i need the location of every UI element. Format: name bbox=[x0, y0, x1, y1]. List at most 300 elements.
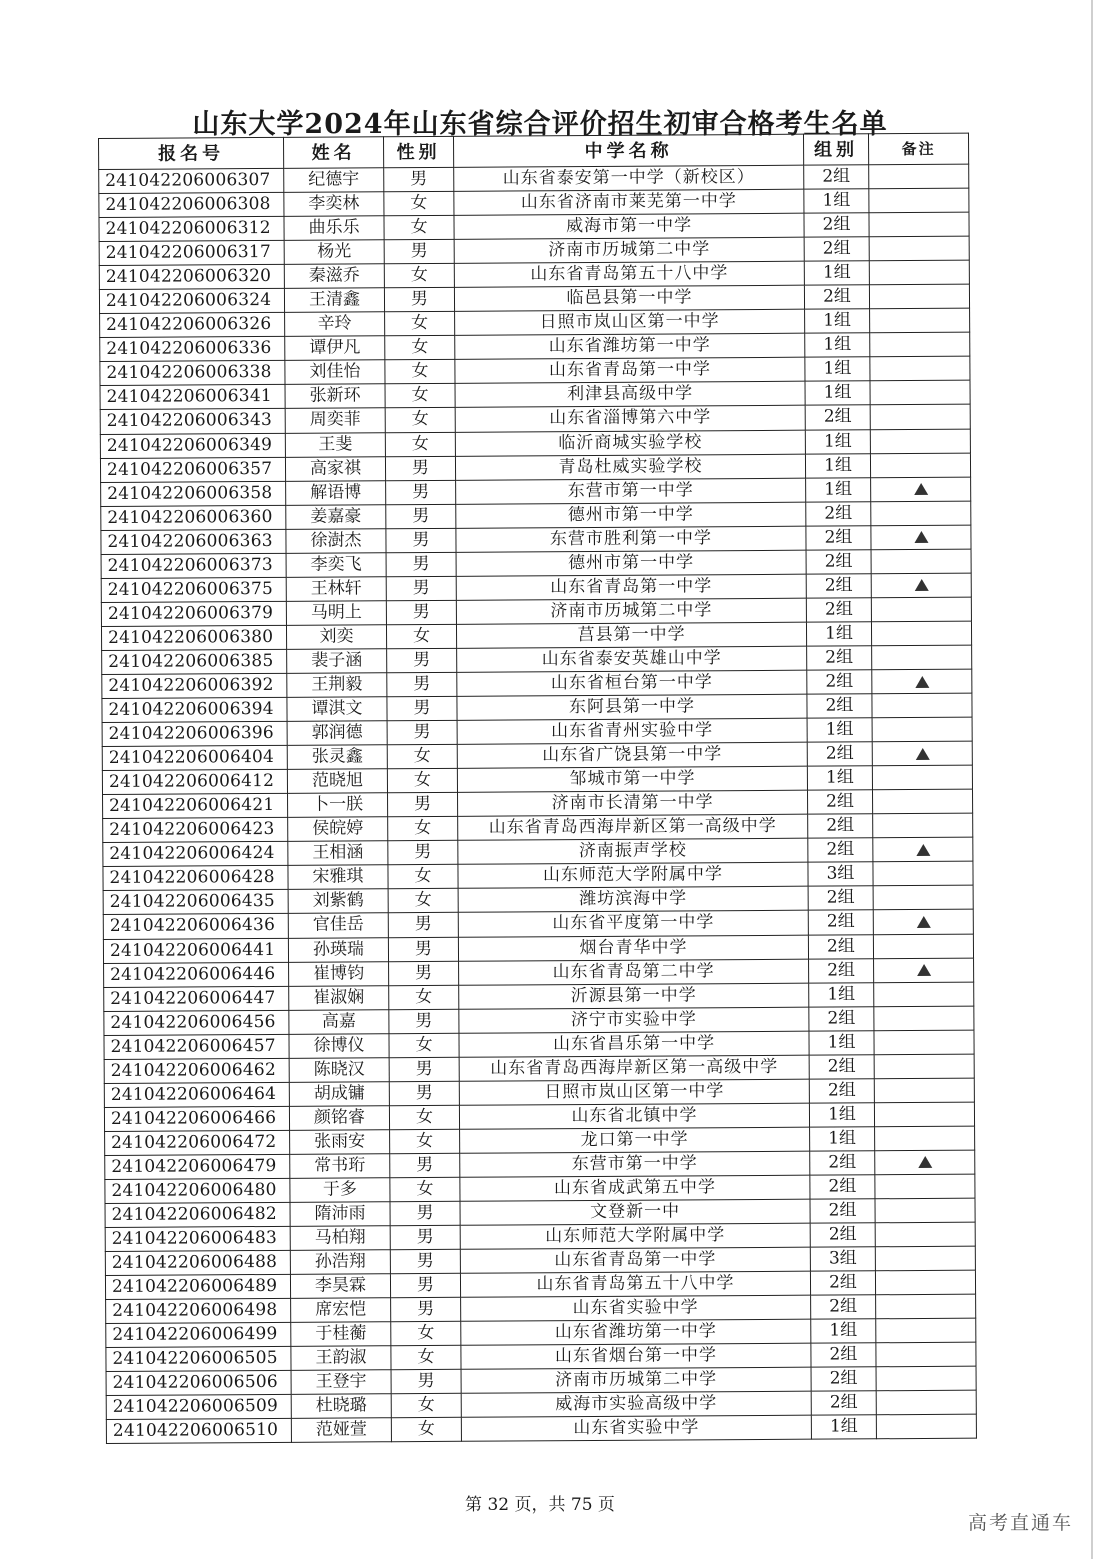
cell-school: 日照市岚山区第一中学 bbox=[455, 309, 805, 335]
cell-id: 241042206006423 bbox=[103, 818, 288, 843]
cell-note bbox=[870, 357, 970, 382]
header-note: 备注 bbox=[868, 133, 968, 165]
cell-name: 官佳岳 bbox=[288, 913, 388, 938]
cell-id: 241042206006447 bbox=[104, 986, 289, 1011]
cell-name: 王相涵 bbox=[288, 841, 388, 866]
cell-id: 241042206006428 bbox=[103, 866, 288, 891]
cell-group: 2组 bbox=[807, 646, 872, 670]
cell-name: 高嘉 bbox=[289, 1009, 389, 1034]
cell-name: 范娅萱 bbox=[291, 1418, 391, 1443]
header-name: 姓名 bbox=[283, 137, 383, 169]
cell-gender: 男 bbox=[387, 648, 457, 672]
cell-school: 德州市第一中学 bbox=[456, 502, 806, 528]
cell-id: 241042206006373 bbox=[101, 553, 286, 578]
cell-school: 潍坊滨海中学 bbox=[458, 887, 808, 913]
cell-id: 241042206006357 bbox=[100, 457, 285, 482]
cell-note bbox=[875, 1222, 975, 1247]
cell-school: 东营市第一中学 bbox=[456, 478, 806, 504]
cell-name: 隋沛雨 bbox=[290, 1202, 390, 1227]
cell-note bbox=[871, 525, 971, 550]
cell-school: 山东省泰安第一中学（新校区） bbox=[454, 165, 804, 191]
cell-id: 241042206006489 bbox=[105, 1275, 290, 1300]
cell-gender: 女 bbox=[384, 264, 454, 288]
cell-id: 241042206006472 bbox=[105, 1130, 290, 1155]
cell-id: 241042206006499 bbox=[106, 1323, 291, 1348]
triangle-mark-icon bbox=[918, 1156, 932, 1168]
cell-group: 1组 bbox=[810, 1127, 875, 1151]
cell-gender: 女 bbox=[385, 432, 455, 456]
cell-gender: 男 bbox=[387, 696, 457, 720]
cell-name: 卜一朕 bbox=[288, 793, 388, 818]
cell-group: 1组 bbox=[805, 333, 870, 357]
cell-gender: 女 bbox=[391, 1346, 461, 1370]
cell-group: 2组 bbox=[810, 1151, 875, 1175]
cell-group: 2组 bbox=[807, 790, 872, 814]
cell-group: 2组 bbox=[810, 1175, 875, 1199]
cell-note bbox=[871, 477, 971, 502]
cell-note bbox=[873, 862, 973, 887]
cell-school: 山东省青岛第一中学 bbox=[460, 1247, 810, 1273]
cell-id: 241042206006317 bbox=[99, 241, 284, 266]
cell-id: 241042206006482 bbox=[105, 1202, 290, 1227]
cell-gender: 男 bbox=[390, 1201, 460, 1225]
cell-note bbox=[873, 886, 973, 911]
cell-group: 2组 bbox=[808, 886, 873, 910]
cell-name: 解语博 bbox=[286, 480, 386, 505]
cell-gender: 女 bbox=[384, 215, 454, 239]
cell-id: 241042206006479 bbox=[105, 1154, 290, 1179]
cell-group: 2组 bbox=[811, 1343, 876, 1367]
cell-school: 山东省实验中学 bbox=[461, 1416, 811, 1442]
cell-school: 威海市实验高级中学 bbox=[461, 1392, 811, 1418]
cell-school: 利津县高级中学 bbox=[455, 382, 805, 408]
cell-gender: 男 bbox=[391, 1370, 461, 1394]
cell-group: 1组 bbox=[806, 622, 871, 646]
cell-id: 241042206006436 bbox=[103, 914, 288, 939]
cell-name: 范晓旭 bbox=[287, 769, 387, 794]
page-title: 山东大学2024年山东省综合评价招生初审合格考生名单 bbox=[192, 109, 888, 140]
cell-group: 1组 bbox=[805, 309, 870, 333]
cell-group: 2组 bbox=[810, 1271, 875, 1295]
cell-id: 241042206006466 bbox=[104, 1106, 289, 1131]
cell-name: 马明上 bbox=[286, 601, 386, 626]
cell-gender: 女 bbox=[384, 191, 454, 215]
cell-group: 1组 bbox=[807, 718, 872, 742]
cell-gender: 女 bbox=[389, 1033, 459, 1057]
cell-gender: 男 bbox=[386, 480, 456, 504]
triangle-mark-icon bbox=[914, 531, 928, 543]
cell-gender: 男 bbox=[390, 1273, 460, 1297]
cell-school: 山东省烟台第一中学 bbox=[461, 1343, 811, 1369]
cell-school: 莒县第一中学 bbox=[456, 622, 806, 648]
triangle-mark-icon bbox=[917, 964, 931, 976]
cell-school: 济南振声学校 bbox=[458, 838, 808, 864]
cell-group: 2组 bbox=[811, 1295, 876, 1319]
cell-note bbox=[872, 765, 972, 790]
candidate-table-container bbox=[98, 133, 976, 1445]
cell-id: 241042206006424 bbox=[103, 842, 288, 867]
cell-gender: 男 bbox=[387, 672, 457, 696]
cell-gender: 女 bbox=[385, 384, 455, 408]
cell-name: 宋雅琪 bbox=[288, 865, 388, 890]
cell-name: 孙瑛瑞 bbox=[288, 937, 388, 962]
cell-note bbox=[872, 693, 972, 718]
cell-id: 241042206006457 bbox=[104, 1034, 289, 1059]
cell-name: 陈晓汉 bbox=[289, 1057, 389, 1082]
cell-id: 241042206006510 bbox=[106, 1419, 291, 1444]
cell-name: 刘佳怡 bbox=[285, 360, 385, 385]
cell-group: 2组 bbox=[806, 574, 871, 598]
cell-gender: 男 bbox=[386, 600, 456, 624]
cell-group: 2组 bbox=[809, 1079, 874, 1103]
cell-note bbox=[869, 284, 969, 309]
cell-name: 杨光 bbox=[284, 240, 384, 265]
cell-group: 1组 bbox=[811, 1319, 876, 1343]
cell-note bbox=[872, 645, 972, 670]
cell-school: 山东省实验中学 bbox=[461, 1295, 811, 1321]
cell-school: 山东省潍坊第一中学 bbox=[455, 334, 805, 360]
cell-gender: 男 bbox=[391, 1298, 461, 1322]
cell-id: 241042206006385 bbox=[102, 649, 287, 674]
cell-gender: 女 bbox=[390, 1177, 460, 1201]
cell-group: 2组 bbox=[808, 838, 873, 862]
cell-note bbox=[875, 1270, 975, 1295]
cell-note bbox=[870, 453, 970, 478]
cell-name: 徐博仪 bbox=[289, 1033, 389, 1058]
candidate-table bbox=[98, 133, 977, 1445]
cell-id: 241042206006435 bbox=[103, 890, 288, 915]
cell-group: 2组 bbox=[811, 1367, 876, 1391]
cell-name: 崔博钧 bbox=[289, 961, 389, 986]
cell-gender: 女 bbox=[385, 312, 455, 336]
cell-note bbox=[870, 308, 970, 333]
cell-gender: 男 bbox=[384, 239, 454, 263]
cell-note bbox=[869, 212, 969, 237]
cell-group: 2组 bbox=[808, 910, 873, 934]
cell-id: 241042206006341 bbox=[100, 385, 285, 410]
cell-group: 1组 bbox=[806, 477, 871, 501]
cell-name: 于桂蘅 bbox=[291, 1322, 391, 1347]
cell-name: 颜铭睿 bbox=[289, 1106, 389, 1131]
cell-gender: 男 bbox=[388, 841, 458, 865]
cell-id: 241042206006462 bbox=[104, 1058, 289, 1083]
cell-school: 济南市长清第一中学 bbox=[458, 790, 808, 816]
cell-school: 山东省淄博第六中学 bbox=[455, 406, 805, 432]
triangle-mark-icon bbox=[916, 916, 930, 928]
cell-group: 1组 bbox=[809, 1103, 874, 1127]
cell-group: 1组 bbox=[805, 357, 870, 381]
cell-note bbox=[876, 1367, 976, 1392]
cell-name: 纪德宇 bbox=[284, 168, 384, 193]
cell-note bbox=[872, 717, 972, 742]
cell-school: 山东省青岛第二中学 bbox=[459, 959, 809, 985]
cell-note bbox=[870, 381, 970, 406]
cell-school: 山东省泰安英雄山中学 bbox=[457, 646, 807, 672]
cell-school: 山东师范大学附属中学 bbox=[458, 863, 808, 889]
cell-id: 241042206006421 bbox=[103, 794, 288, 819]
cell-school: 德州市第一中学 bbox=[456, 550, 806, 576]
cell-group: 1组 bbox=[805, 429, 870, 453]
header-school: 中学名称 bbox=[453, 134, 803, 167]
cell-name: 刘奕 bbox=[286, 625, 386, 650]
cell-group: 1组 bbox=[809, 982, 874, 1006]
cell-gender: 女 bbox=[391, 1418, 461, 1442]
cell-gender: 男 bbox=[385, 456, 455, 480]
cell-id: 241042206006394 bbox=[102, 697, 287, 722]
cell-note bbox=[872, 669, 972, 694]
cell-name: 高家祺 bbox=[285, 456, 385, 481]
cell-name: 张新环 bbox=[285, 384, 385, 409]
cell-school: 济宁市实验中学 bbox=[459, 1007, 809, 1033]
cell-school: 山东省青岛西海岸新区第一高级中学 bbox=[459, 1055, 809, 1081]
cell-note bbox=[876, 1318, 976, 1343]
cell-name: 裴子涵 bbox=[287, 649, 387, 674]
cell-id: 241042206006488 bbox=[105, 1250, 290, 1275]
cell-name: 王清鑫 bbox=[284, 288, 384, 313]
header-id: 报名号 bbox=[99, 137, 284, 169]
cell-id: 241042206006483 bbox=[105, 1226, 290, 1251]
cell-gender: 女 bbox=[391, 1322, 461, 1346]
cell-name: 胡成镛 bbox=[289, 1082, 389, 1107]
cell-group: 2组 bbox=[806, 501, 871, 525]
cell-school: 邹城市第一中学 bbox=[457, 766, 807, 792]
cell-id: 241042206006308 bbox=[99, 192, 284, 217]
cell-gender: 男 bbox=[386, 576, 456, 600]
cell-note bbox=[874, 1030, 974, 1055]
cell-school: 山东省桓台第一中学 bbox=[457, 670, 807, 696]
cell-note bbox=[871, 573, 971, 598]
cell-name: 徐澍杰 bbox=[286, 528, 386, 553]
cell-gender: 男 bbox=[390, 1225, 460, 1249]
cell-group: 1组 bbox=[807, 766, 872, 790]
triangle-mark-icon bbox=[915, 675, 929, 687]
cell-group: 2组 bbox=[805, 405, 870, 429]
cell-gender: 女 bbox=[387, 768, 457, 792]
cell-id: 241042206006343 bbox=[100, 409, 285, 434]
cell-group: 2组 bbox=[807, 670, 872, 694]
cell-note bbox=[874, 1006, 974, 1031]
cell-name: 刘紫鹤 bbox=[288, 889, 388, 914]
cell-note bbox=[874, 958, 974, 983]
cell-school: 沂源县第一中学 bbox=[459, 983, 809, 1009]
cell-school: 威海市第一中学 bbox=[454, 213, 804, 239]
cell-name: 马柏翔 bbox=[290, 1226, 390, 1251]
cell-school: 临邑县第一中学 bbox=[454, 285, 804, 311]
cell-group: 1组 bbox=[809, 1030, 874, 1054]
cell-gender: 男 bbox=[389, 1081, 459, 1105]
cell-name: 于多 bbox=[290, 1178, 390, 1203]
cell-note bbox=[875, 1246, 975, 1271]
cell-group: 1组 bbox=[805, 453, 870, 477]
cell-note bbox=[874, 1078, 974, 1103]
cell-id: 241042206006404 bbox=[102, 745, 287, 770]
cell-id: 241042206006312 bbox=[99, 216, 284, 241]
cell-gender: 男 bbox=[386, 552, 456, 576]
cell-id: 241042206006498 bbox=[106, 1299, 291, 1324]
cell-note bbox=[874, 1102, 974, 1127]
cell-group: 1组 bbox=[804, 261, 869, 285]
cell-gender: 女 bbox=[387, 744, 457, 768]
cell-id: 241042206006326 bbox=[100, 313, 285, 338]
cell-school: 烟台青华中学 bbox=[458, 935, 808, 961]
cell-group: 2组 bbox=[804, 213, 869, 237]
triangle-mark-icon bbox=[914, 483, 928, 495]
cell-id: 241042206006441 bbox=[103, 938, 288, 963]
watermark: 高考直通车 bbox=[967, 1512, 1073, 1534]
cell-school: 东营市第一中学 bbox=[460, 1151, 810, 1177]
cell-gender: 男 bbox=[386, 504, 456, 528]
cell-school: 山东省广饶县第一中学 bbox=[457, 742, 807, 768]
cell-note bbox=[873, 934, 973, 959]
cell-group: 2组 bbox=[806, 525, 871, 549]
cell-school: 济南市历城第二中学 bbox=[456, 598, 806, 624]
cell-id: 241042206006358 bbox=[101, 481, 286, 506]
cell-school: 临沂商城实验学校 bbox=[455, 430, 805, 456]
cell-gender: 男 bbox=[390, 1153, 460, 1177]
triangle-mark-icon bbox=[916, 844, 930, 856]
cell-name: 姜嘉豪 bbox=[286, 504, 386, 529]
cell-note bbox=[873, 813, 973, 838]
cell-note bbox=[874, 1054, 974, 1079]
cell-note bbox=[873, 837, 973, 862]
page-footer: 第 32 页，共 75 页 bbox=[465, 1495, 615, 1515]
cell-note bbox=[869, 188, 969, 213]
cell-name: 王斐 bbox=[285, 432, 385, 457]
cell-name: 王韵淑 bbox=[291, 1346, 391, 1371]
cell-group: 1组 bbox=[811, 1415, 876, 1439]
cell-name: 谭伊凡 bbox=[285, 336, 385, 361]
cell-name: 常书珩 bbox=[290, 1154, 390, 1179]
cell-school: 山东省青岛第一中学 bbox=[456, 574, 806, 600]
cell-school: 山东省青岛第五十八中学 bbox=[454, 261, 804, 287]
cell-gender: 男 bbox=[384, 167, 454, 191]
cell-name: 孙浩翔 bbox=[290, 1250, 390, 1275]
cell-id: 241042206006456 bbox=[104, 1010, 289, 1035]
cell-school: 济南市历城第二中学 bbox=[461, 1368, 811, 1394]
cell-group: 2组 bbox=[804, 285, 869, 309]
cell-group: 2组 bbox=[804, 165, 869, 189]
cell-note bbox=[874, 982, 974, 1007]
cell-school: 山东省青岛第一中学 bbox=[455, 358, 805, 384]
cell-school: 山东省北镇中学 bbox=[459, 1103, 809, 1129]
cell-note bbox=[869, 260, 969, 285]
cell-id: 241042206006396 bbox=[102, 721, 287, 746]
cell-gender: 男 bbox=[388, 937, 458, 961]
cell-name: 李奕飞 bbox=[286, 552, 386, 577]
cell-id: 241042206006363 bbox=[101, 529, 286, 554]
cell-school: 龙口第一中学 bbox=[460, 1127, 810, 1153]
cell-gender: 男 bbox=[384, 288, 454, 312]
cell-gender: 女 bbox=[389, 1105, 459, 1129]
cell-note bbox=[870, 405, 970, 430]
cell-note bbox=[869, 236, 969, 261]
cell-name: 席宏恺 bbox=[291, 1298, 391, 1323]
cell-id: 241042206006320 bbox=[99, 265, 284, 290]
cell-note bbox=[875, 1150, 975, 1175]
cell-group: 3组 bbox=[810, 1247, 875, 1271]
cell-name: 王荆毅 bbox=[287, 673, 387, 698]
cell-school: 山东师范大学附属中学 bbox=[460, 1223, 810, 1249]
cell-note bbox=[871, 597, 971, 622]
cell-group: 1组 bbox=[804, 189, 869, 213]
cell-group: 2组 bbox=[808, 934, 873, 958]
cell-gender: 女 bbox=[388, 889, 458, 913]
cell-group: 2组 bbox=[809, 958, 874, 982]
cell-note bbox=[873, 910, 973, 935]
cell-note bbox=[871, 549, 971, 574]
cell-id: 241042206006336 bbox=[100, 337, 285, 362]
cell-name: 张灵鑫 bbox=[287, 745, 387, 770]
cell-school: 东阿县第一中学 bbox=[457, 694, 807, 720]
cell-gender: 男 bbox=[386, 528, 456, 552]
table-row bbox=[106, 1415, 976, 1444]
cell-school: 山东省平度第一中学 bbox=[458, 911, 808, 937]
cell-note bbox=[870, 429, 970, 454]
cell-id: 241042206006380 bbox=[101, 625, 286, 650]
cell-gender: 女 bbox=[389, 985, 459, 1009]
cell-id: 241042206006446 bbox=[104, 962, 289, 987]
cell-gender: 女 bbox=[388, 817, 458, 841]
cell-school: 日照市岚山区第一中学 bbox=[459, 1079, 809, 1105]
cell-note bbox=[876, 1294, 976, 1319]
cell-id: 241042206006349 bbox=[100, 433, 285, 458]
cell-id: 241042206006307 bbox=[99, 168, 284, 193]
cell-note bbox=[875, 1126, 975, 1151]
cell-id: 241042206006505 bbox=[106, 1347, 291, 1372]
cell-group: 2组 bbox=[806, 550, 871, 574]
cell-id: 241042206006506 bbox=[106, 1371, 291, 1396]
table-body bbox=[99, 164, 977, 1444]
cell-group: 2组 bbox=[808, 814, 873, 838]
cell-gender: 男 bbox=[387, 720, 457, 744]
cell-school: 东营市胜利第一中学 bbox=[456, 526, 806, 552]
cell-gender: 男 bbox=[389, 1009, 459, 1033]
cell-name: 谭淇文 bbox=[287, 697, 387, 722]
cell-note bbox=[876, 1342, 976, 1367]
cell-name: 郭润德 bbox=[287, 721, 387, 746]
cell-name: 李奕林 bbox=[284, 192, 384, 217]
cell-name: 侯皖婷 bbox=[288, 817, 388, 842]
cell-gender: 女 bbox=[385, 408, 455, 432]
header-group: 组别 bbox=[803, 134, 868, 165]
cell-id: 241042206006509 bbox=[106, 1395, 291, 1420]
header-gender: 性别 bbox=[383, 136, 453, 167]
cell-gender: 男 bbox=[388, 793, 458, 817]
cell-id: 241042206006392 bbox=[102, 673, 287, 698]
triangle-mark-icon bbox=[915, 748, 929, 760]
cell-gender: 女 bbox=[388, 865, 458, 889]
cell-gender: 女 bbox=[391, 1394, 461, 1418]
cell-name: 崔淑娴 bbox=[289, 985, 389, 1010]
cell-id: 241042206006324 bbox=[99, 289, 284, 314]
cell-note bbox=[872, 741, 972, 766]
cell-name: 辛玲 bbox=[285, 312, 385, 337]
cell-gender: 女 bbox=[385, 336, 455, 360]
cell-group: 2组 bbox=[810, 1199, 875, 1223]
cell-school: 山东省潍坊第一中学 bbox=[461, 1319, 811, 1345]
cell-note bbox=[871, 621, 971, 646]
cell-group: 2组 bbox=[806, 598, 871, 622]
cell-group: 2组 bbox=[809, 1006, 874, 1030]
cell-group: 3组 bbox=[808, 862, 873, 886]
cell-name: 曲乐乐 bbox=[284, 216, 384, 241]
cell-group: 2组 bbox=[809, 1055, 874, 1079]
cell-note bbox=[876, 1391, 976, 1416]
cell-name: 张雨安 bbox=[290, 1130, 390, 1155]
cell-gender: 男 bbox=[388, 913, 458, 937]
cell-group: 2组 bbox=[810, 1223, 875, 1247]
cell-note bbox=[871, 501, 971, 526]
